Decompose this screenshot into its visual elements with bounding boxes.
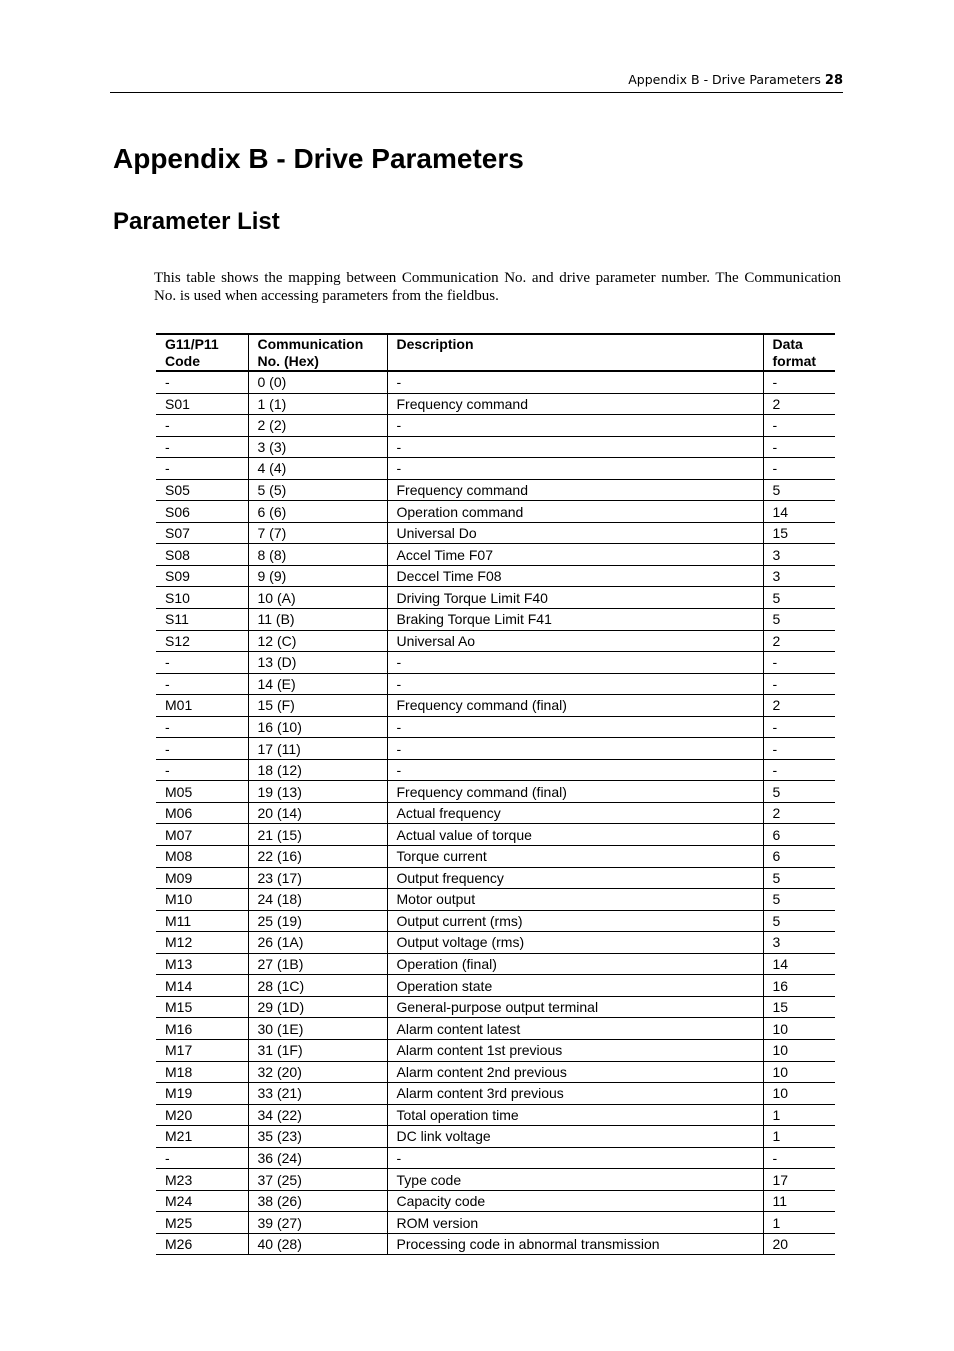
column-header-description	[387, 334, 763, 371]
cell-comm-no: 23 (17)	[248, 867, 387, 889]
cell-comm-no: 25 (19)	[248, 910, 387, 932]
cell-data-format: -	[763, 759, 835, 781]
cell-data-format: 10	[763, 1083, 835, 1105]
cell-description: Actual frequency	[387, 802, 763, 824]
cell-data-format: 3	[763, 565, 835, 587]
cell-code: M05	[156, 781, 248, 803]
cell-description: Universal Do	[387, 522, 763, 544]
cell-comm-no: 19 (13)	[248, 781, 387, 803]
cell-data-format: 15	[763, 996, 835, 1018]
cell-description: ROM version	[387, 1212, 763, 1234]
cell-code: -	[156, 759, 248, 781]
cell-data-format: -	[763, 415, 835, 437]
cell-description: -	[387, 415, 763, 437]
cell-code: M20	[156, 1104, 248, 1126]
cell-description: Output voltage (rms)	[387, 932, 763, 954]
cell-description: -	[387, 436, 763, 458]
table-row	[156, 996, 835, 1018]
column-header-description-line1: Description	[396, 336, 474, 352]
cell-description: -	[387, 759, 763, 781]
cell-comm-no: 6 (6)	[248, 501, 387, 523]
cell-data-format: 6	[763, 846, 835, 868]
cell-data-format: -	[763, 371, 835, 393]
cell-data-format: -	[763, 738, 835, 760]
cell-comm-no: 30 (1E)	[248, 1018, 387, 1040]
cell-code: S01	[156, 393, 248, 415]
table-row	[156, 1233, 835, 1255]
table-row	[156, 1126, 835, 1148]
cell-code: M25	[156, 1212, 248, 1234]
cell-data-format: 5	[763, 889, 835, 911]
column-header-code	[156, 334, 248, 371]
cell-description: -	[387, 716, 763, 738]
cell-comm-no: 35 (23)	[248, 1126, 387, 1148]
cell-data-format: 17	[763, 1169, 835, 1191]
column-header-data-format-line1: Data	[772, 336, 803, 352]
cell-code: M12	[156, 932, 248, 954]
cell-description: Alarm content 2nd previous	[387, 1061, 763, 1083]
cell-description: Alarm content 1st previous	[387, 1039, 763, 1061]
cell-data-format: 5	[763, 867, 835, 889]
cell-comm-no: 16 (10)	[248, 716, 387, 738]
table-row	[156, 824, 835, 846]
cell-code: S05	[156, 479, 248, 501]
table-row	[156, 738, 835, 760]
cell-data-format: 2	[763, 802, 835, 824]
cell-data-format: 3	[763, 544, 835, 566]
cell-data-format: 3	[763, 932, 835, 954]
cell-description: Accel Time F07	[387, 544, 763, 566]
cell-description: Type code	[387, 1169, 763, 1191]
cell-data-format: 5	[763, 781, 835, 803]
cell-code: M07	[156, 824, 248, 846]
table-row	[156, 1061, 835, 1083]
table-row	[156, 910, 835, 932]
cell-code: S09	[156, 565, 248, 587]
cell-comm-no: 24 (18)	[248, 889, 387, 911]
cell-comm-no: 8 (8)	[248, 544, 387, 566]
cell-description: -	[387, 673, 763, 695]
cell-code: M14	[156, 975, 248, 997]
cell-data-format: 2	[763, 695, 835, 717]
cell-data-format: 11	[763, 1190, 835, 1212]
cell-code: -	[156, 458, 248, 480]
table-row	[156, 1169, 835, 1191]
cell-comm-no: 26 (1A)	[248, 932, 387, 954]
table-row	[156, 544, 835, 566]
cell-data-format: 15	[763, 522, 835, 544]
table-row	[156, 1039, 835, 1061]
table-row	[156, 630, 835, 652]
cell-code: -	[156, 415, 248, 437]
table-row	[156, 587, 835, 609]
cell-description: Actual value of torque	[387, 824, 763, 846]
table-row	[156, 781, 835, 803]
cell-data-format: 10	[763, 1018, 835, 1040]
cell-comm-no: 11 (B)	[248, 609, 387, 631]
cell-comm-no: 20 (14)	[248, 802, 387, 824]
cell-code: S12	[156, 630, 248, 652]
cell-description: Frequency command (final)	[387, 781, 763, 803]
cell-comm-no: 1 (1)	[248, 393, 387, 415]
cell-data-format: -	[763, 673, 835, 695]
table-row	[156, 479, 835, 501]
column-header-code-line1: G11/P11	[165, 336, 219, 352]
table-row	[156, 802, 835, 824]
table-row	[156, 975, 835, 997]
cell-code: S06	[156, 501, 248, 523]
table-row	[156, 1190, 835, 1212]
cell-data-format: 1	[763, 1104, 835, 1126]
cell-comm-no: 29 (1D)	[248, 996, 387, 1018]
cell-data-format: 20	[763, 1233, 835, 1255]
table-row	[156, 609, 835, 631]
cell-comm-no: 33 (21)	[248, 1083, 387, 1105]
table-row	[156, 501, 835, 523]
cell-data-format: 14	[763, 501, 835, 523]
cell-code: M19	[156, 1083, 248, 1105]
cell-description: Motor output	[387, 889, 763, 911]
cell-code: S08	[156, 544, 248, 566]
cell-description: Universal Ao	[387, 630, 763, 652]
cell-data-format: 2	[763, 630, 835, 652]
cell-comm-no: 39 (27)	[248, 1212, 387, 1234]
cell-code: M08	[156, 846, 248, 868]
page-number: 28	[824, 73, 843, 88]
cell-data-format: 1	[763, 1212, 835, 1234]
cell-code: -	[156, 436, 248, 458]
page-title: Appendix B - Drive Parameters	[113, 143, 524, 174]
table-row	[156, 1147, 835, 1169]
cell-comm-no: 5 (5)	[248, 479, 387, 501]
cell-comm-no: 34 (22)	[248, 1104, 387, 1126]
cell-comm-no: 12 (C)	[248, 630, 387, 652]
cell-description: Alarm content latest	[387, 1018, 763, 1040]
cell-description: Operation state	[387, 975, 763, 997]
cell-description: -	[387, 652, 763, 674]
cell-description: Deccel Time F08	[387, 565, 763, 587]
parameter-table-body	[156, 371, 835, 1255]
cell-description: Total operation time	[387, 1104, 763, 1126]
cell-code: S11	[156, 609, 248, 631]
cell-comm-no: 3 (3)	[248, 436, 387, 458]
cell-code: -	[156, 652, 248, 674]
cell-code: -	[156, 716, 248, 738]
cell-data-format: 10	[763, 1061, 835, 1083]
cell-data-format: -	[763, 652, 835, 674]
cell-description: -	[387, 371, 763, 393]
cell-code: M15	[156, 996, 248, 1018]
cell-code: -	[156, 673, 248, 695]
column-header-comm-no-line1: Communication	[257, 336, 364, 352]
intro-paragraph: This table shows the mapping between Communication No. and drive parameter number. The Communication No. is used when accessing parameters from the fieldbus.	[154, 270, 841, 304]
table-row	[156, 953, 835, 975]
cell-data-format: 1	[763, 1126, 835, 1148]
cell-comm-no: 38 (26)	[248, 1190, 387, 1212]
table-row	[156, 371, 835, 393]
cell-data-format: 2	[763, 393, 835, 415]
cell-comm-no: 15 (F)	[248, 695, 387, 717]
cell-comm-no: 36 (24)	[248, 1147, 387, 1169]
cell-comm-no: 17 (11)	[248, 738, 387, 760]
table-row	[156, 695, 835, 717]
column-header-code-line2: Code	[165, 353, 200, 369]
cell-data-format: 14	[763, 953, 835, 975]
cell-data-format: 5	[763, 910, 835, 932]
table-row	[156, 716, 835, 738]
cell-code: M11	[156, 910, 248, 932]
column-header-comm-no	[248, 334, 387, 371]
cell-description: Frequency command (final)	[387, 695, 763, 717]
table-row	[156, 436, 835, 458]
cell-data-format: -	[763, 436, 835, 458]
cell-description: Driving Torque Limit F40	[387, 587, 763, 609]
cell-comm-no: 14 (E)	[248, 673, 387, 695]
cell-comm-no: 21 (15)	[248, 824, 387, 846]
cell-comm-no: 4 (4)	[248, 458, 387, 480]
cell-data-format: -	[763, 458, 835, 480]
table-row	[156, 932, 835, 954]
running-header	[110, 70, 843, 93]
cell-code: -	[156, 738, 248, 760]
table-row	[156, 846, 835, 868]
cell-code: M10	[156, 889, 248, 911]
cell-code: M16	[156, 1018, 248, 1040]
cell-code: M09	[156, 867, 248, 889]
table-row	[156, 522, 835, 544]
table-row	[156, 1104, 835, 1126]
table-row	[156, 1212, 835, 1234]
cell-code: S10	[156, 587, 248, 609]
cell-code: M24	[156, 1190, 248, 1212]
table-header-row	[156, 334, 835, 371]
cell-data-format: 6	[763, 824, 835, 846]
cell-description: Output frequency	[387, 867, 763, 889]
cell-comm-no: 2 (2)	[248, 415, 387, 437]
table-row	[156, 652, 835, 674]
cell-description: Alarm content 3rd previous	[387, 1083, 763, 1105]
table-row	[156, 1018, 835, 1040]
cell-description: DC link voltage	[387, 1126, 763, 1148]
cell-code: S07	[156, 522, 248, 544]
cell-description: General-purpose output terminal	[387, 996, 763, 1018]
cell-code: M21	[156, 1126, 248, 1148]
cell-code: M06	[156, 802, 248, 824]
cell-code: M13	[156, 953, 248, 975]
column-header-comm-no-line2: No. (Hex)	[257, 353, 319, 369]
cell-comm-no: 28 (1C)	[248, 975, 387, 997]
cell-description: Output current (rms)	[387, 910, 763, 932]
cell-description: Operation (final)	[387, 953, 763, 975]
cell-comm-no: 7 (7)	[248, 522, 387, 544]
cell-description: -	[387, 458, 763, 480]
section-title: Parameter List	[113, 208, 280, 235]
cell-comm-no: 18 (12)	[248, 759, 387, 781]
running-header-title: Appendix B - Drive Parameters	[628, 72, 821, 87]
table-row	[156, 867, 835, 889]
table-row	[156, 393, 835, 415]
cell-description: Braking Torque Limit F41	[387, 609, 763, 631]
cell-comm-no: 32 (20)	[248, 1061, 387, 1083]
cell-comm-no: 27 (1B)	[248, 953, 387, 975]
cell-data-format: 5	[763, 587, 835, 609]
cell-data-format: 16	[763, 975, 835, 997]
cell-data-format: -	[763, 1147, 835, 1169]
table-row	[156, 565, 835, 587]
cell-comm-no: 13 (D)	[248, 652, 387, 674]
column-header-data-format	[763, 334, 835, 371]
table-row	[156, 458, 835, 480]
cell-code: -	[156, 1147, 248, 1169]
cell-comm-no: 0 (0)	[248, 371, 387, 393]
cell-comm-no: 22 (16)	[248, 846, 387, 868]
column-header-data-format-line2: format	[772, 353, 817, 369]
cell-description: Frequency command	[387, 479, 763, 501]
cell-description: -	[387, 738, 763, 760]
parameter-table	[156, 333, 835, 1255]
cell-code: M17	[156, 1039, 248, 1061]
cell-code: M23	[156, 1169, 248, 1191]
cell-code: M01	[156, 695, 248, 717]
cell-comm-no: 40 (28)	[248, 1233, 387, 1255]
cell-code: M18	[156, 1061, 248, 1083]
cell-description: Operation command	[387, 501, 763, 523]
cell-code: M26	[156, 1233, 248, 1255]
table-row	[156, 889, 835, 911]
cell-description: Frequency command	[387, 393, 763, 415]
cell-comm-no: 9 (9)	[248, 565, 387, 587]
cell-code: -	[156, 371, 248, 393]
cell-comm-no: 37 (25)	[248, 1169, 387, 1191]
cell-data-format: -	[763, 716, 835, 738]
cell-data-format: 5	[763, 609, 835, 631]
cell-description: Capacity code	[387, 1190, 763, 1212]
cell-description: Torque current	[387, 846, 763, 868]
cell-description: Processing code in abnormal transmission	[387, 1233, 763, 1255]
cell-comm-no: 10 (A)	[248, 587, 387, 609]
cell-data-format: 10	[763, 1039, 835, 1061]
cell-comm-no: 31 (1F)	[248, 1039, 387, 1061]
table-row	[156, 415, 835, 437]
cell-description: -	[387, 1147, 763, 1169]
table-row	[156, 673, 835, 695]
table-row	[156, 1083, 835, 1105]
table-row	[156, 759, 835, 781]
cell-data-format: 5	[763, 479, 835, 501]
